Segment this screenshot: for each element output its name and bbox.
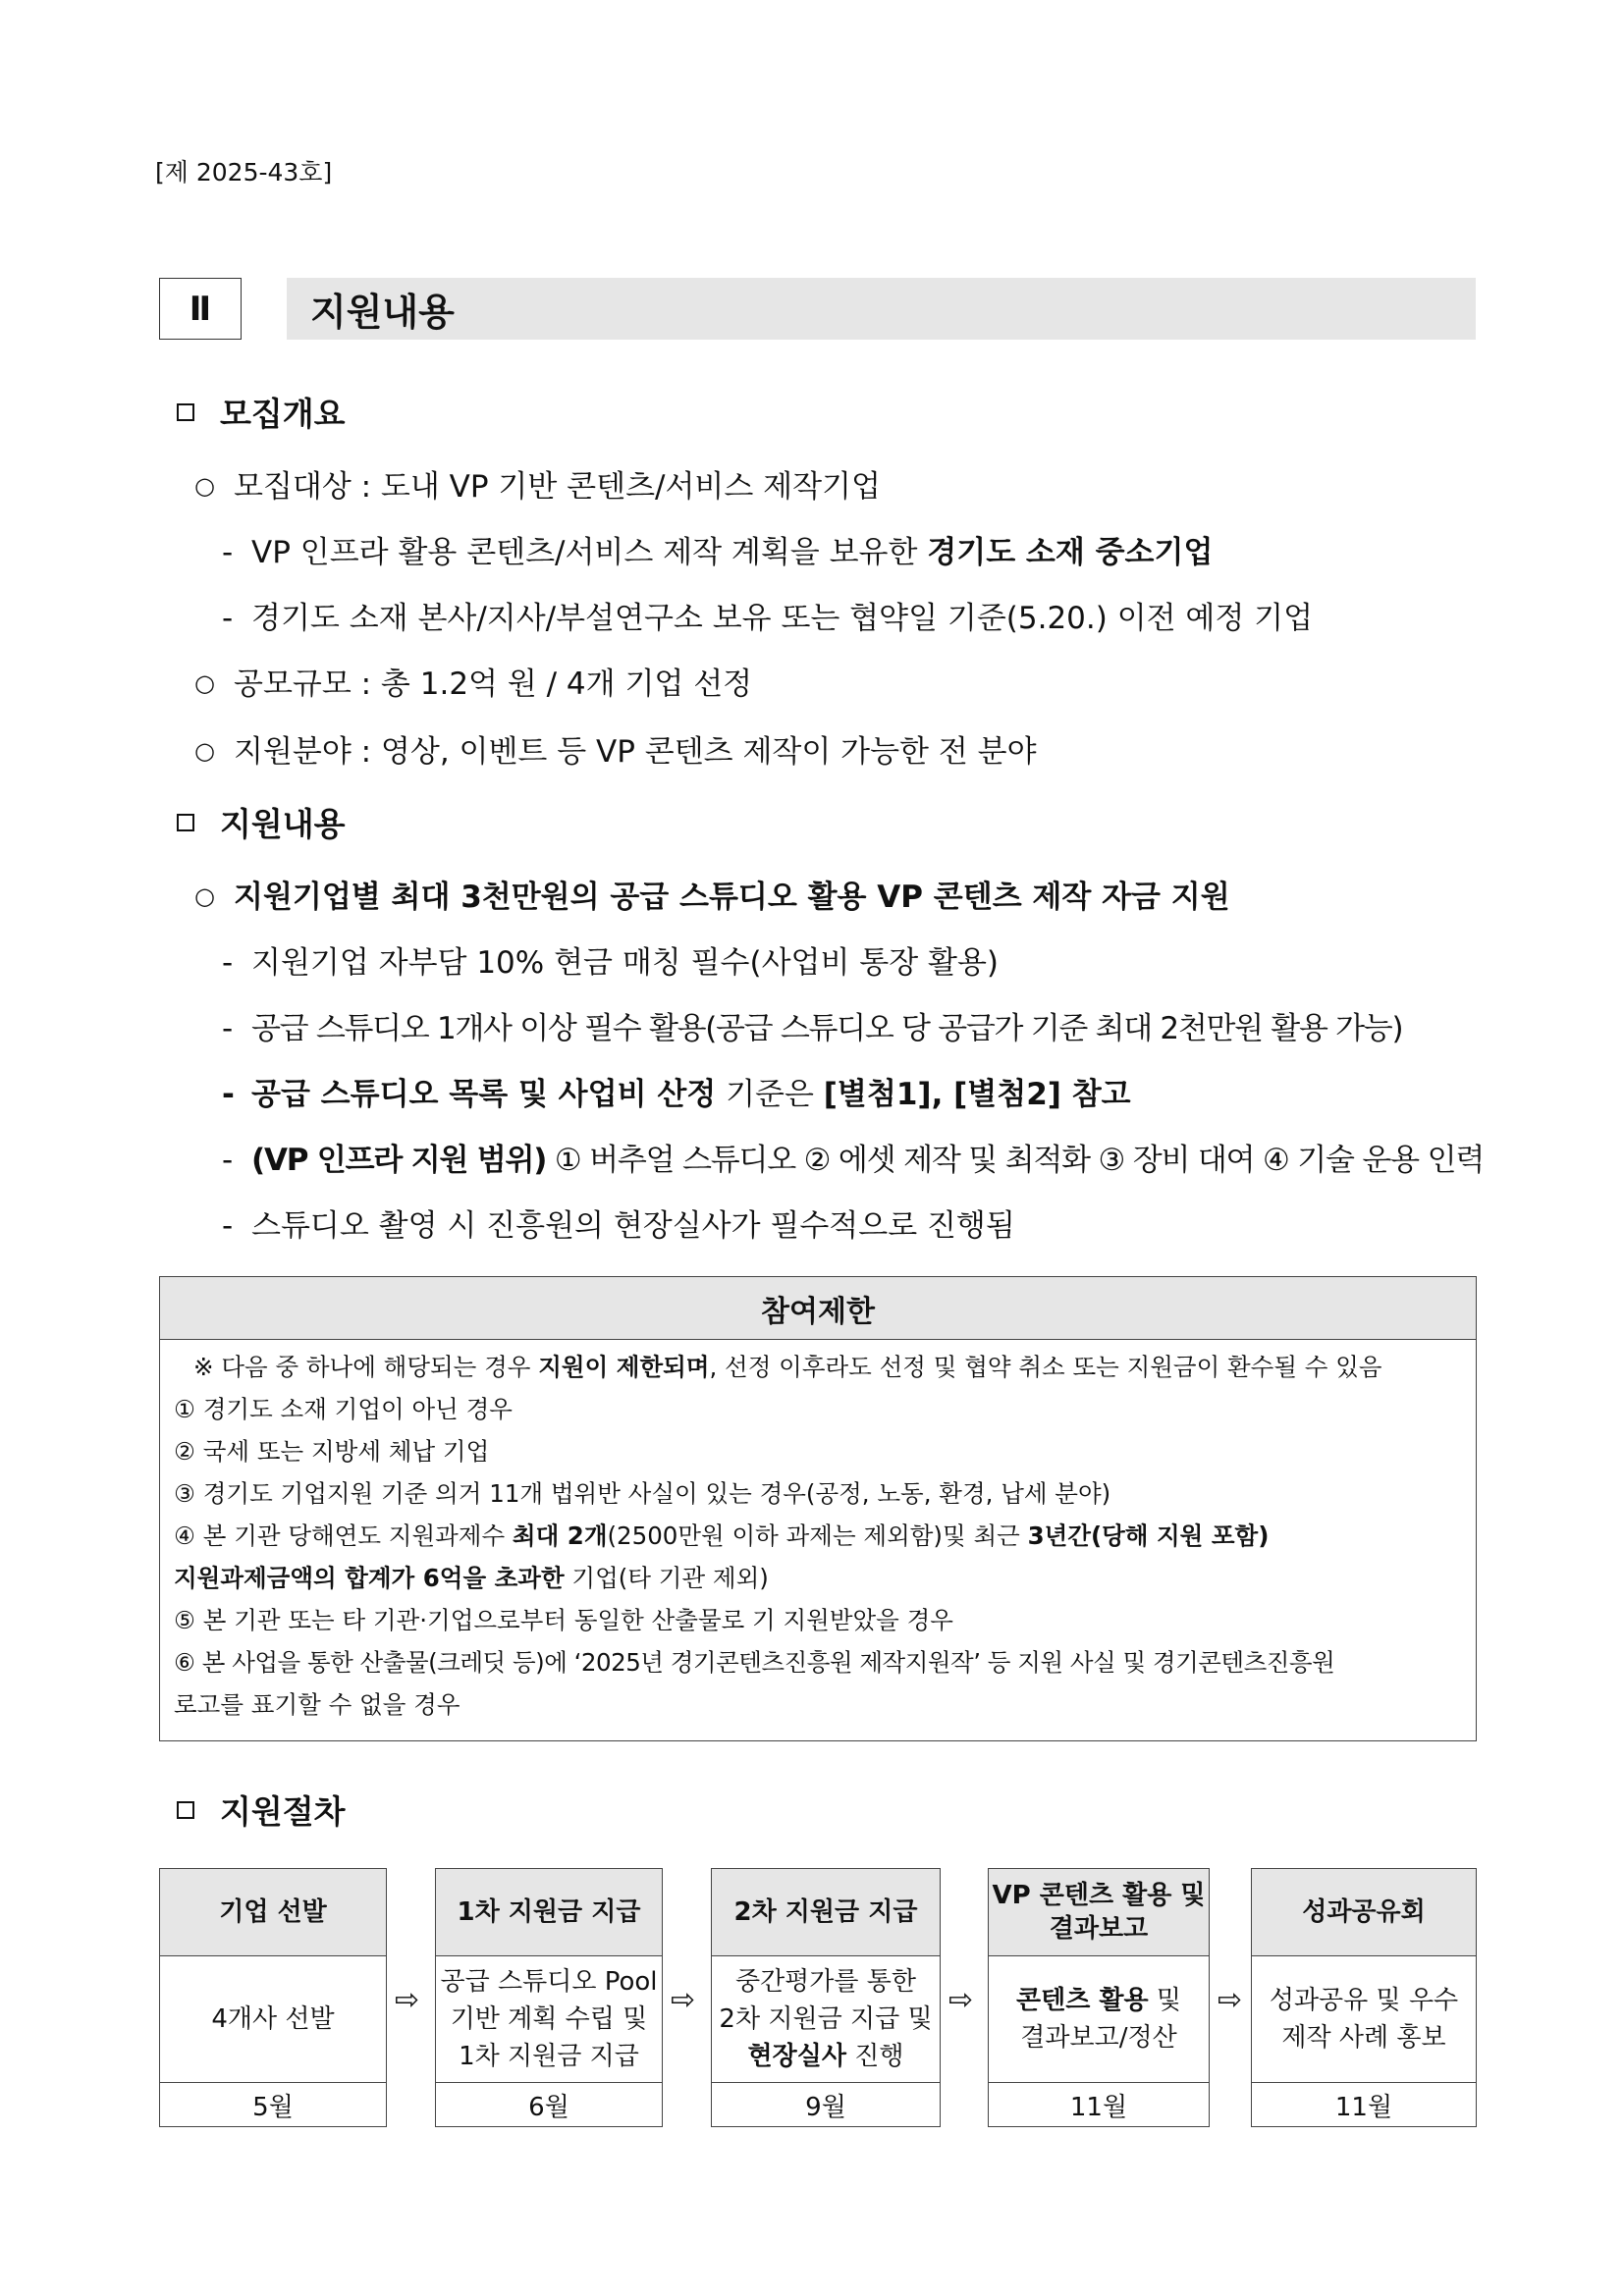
square-bullet-icon bbox=[177, 403, 194, 421]
step-head: 성과공유회 bbox=[1252, 1869, 1476, 1956]
procedure-step-5 bbox=[1251, 1868, 1477, 2127]
step-month: 11월 bbox=[1069, 2092, 1128, 2122]
restriction-table bbox=[159, 1276, 1477, 1741]
support-main: ○ 지원기업별 최대 3천만원의 공급 스튜디오 활용 VP 콘텐츠 제작 자금 지원 bbox=[194, 880, 1230, 915]
procedure-step-2 bbox=[435, 1868, 663, 2127]
procedure-step-4 bbox=[988, 1868, 1210, 2127]
support-sub3: - 공급 스튜디오 목록 및 사업비 산정 기준은 [별첨1], [별첨2] 참고 bbox=[222, 1077, 1131, 1112]
chapter-numeral: Ⅱ bbox=[159, 278, 242, 340]
section-procedure bbox=[177, 1787, 346, 1833]
step-body: 성과공유 및 우수 제작 사례 홍보 bbox=[1252, 1956, 1476, 2083]
arrow-right-icon: ⇨ bbox=[671, 1983, 696, 2017]
support-sub2: - 공급 스튜디오 1개사 이상 필수 활용(공급 스튜디오 당 공급가 기준 최대 2천만원 활용 가능) bbox=[222, 1011, 1403, 1046]
circle-bullet-icon: ○ bbox=[194, 472, 215, 500]
section-recruitment bbox=[177, 389, 346, 435]
procedure-step-3 bbox=[711, 1868, 941, 2127]
step-head: VP 콘텐츠 활용 및 결과보고 bbox=[989, 1869, 1209, 1956]
recruit-target-sub2: - 경기도 소재 본사/지사/부설연구소 보유 또는 협약일 기준(5.20.) 이전 예정 기업 bbox=[222, 601, 1314, 636]
circle-bullet-icon: ○ bbox=[194, 669, 215, 697]
step-month: 11월 bbox=[1334, 2092, 1393, 2122]
recruit-target-sub1: - VP 인프라 활용 콘텐츠/서비스 제작 계획을 보유한 경기도 소재 중소기업 bbox=[222, 535, 1214, 570]
procedure-step-1 bbox=[159, 1868, 387, 2127]
restriction-body bbox=[160, 1340, 1476, 1726]
support-sub5: - 스튜디오 촬영 시 진흥원의 현장실사가 필수적으로 진행됨 bbox=[222, 1208, 1015, 1244]
section-title: 지원내용 bbox=[220, 805, 346, 843]
step-body: 4개사 선발 bbox=[160, 1956, 386, 2083]
circle-bullet-icon: ○ bbox=[194, 882, 215, 910]
restriction-item-4-cont: 지원과제금액의 합계가 6억을 초과한 기업(타 기관 제외) bbox=[174, 1564, 769, 1592]
step-month: 5월 bbox=[252, 2092, 294, 2122]
section-support bbox=[177, 799, 346, 845]
recruit-field: ○ 지원분야 : 영상, 이벤트 등 VP 콘텐츠 제작이 가능한 전 분야 bbox=[194, 734, 1037, 770]
restriction-item-4: ④ 본 기관 당해연도 지원과제수 최대 2개(2500만원 이하 과제는 제외함)및 최근 3년간(당해 지원 포함) bbox=[174, 1522, 1270, 1550]
arrow-right-icon: ⇨ bbox=[395, 1983, 420, 2017]
arrow-right-icon: ⇨ bbox=[1218, 1983, 1243, 2017]
restriction-item-6: ⑥ 본 사업을 통한 산출물(크레딧 등)에 ‘2025년 경기콘텐츠진흥원 제작지원작’ 등 지원 사실 및 경기콘텐츠진흥원 bbox=[174, 1648, 1335, 1677]
section-title: 모집개요 bbox=[220, 395, 346, 433]
restriction-note: ※ 다음 중 하나에 해당되는 경우 지원이 제한되며, 선정 이후라도 선정 및 협약 취소 또는 지원금이 환수될 수 있음 bbox=[193, 1353, 1382, 1381]
step-body: 중간평가를 통한 2차 지원금 지급 및 현장실사 진행 bbox=[712, 1956, 940, 2083]
restriction-item-6-cont: 로고를 표기할 수 없을 경우 bbox=[174, 1690, 460, 1719]
chapter-title: 지원내용 bbox=[287, 278, 1476, 340]
restriction-item-5: ⑤ 본 기관 또는 타 기관·기업으로부터 동일한 산출물로 기 지원받았을 경우 bbox=[174, 1606, 953, 1634]
recruit-target: ○ 모집대상 : 도내 VP 기반 콘텐츠/서비스 제작기업 bbox=[194, 469, 881, 505]
document-number: [제 2025-43호] bbox=[155, 158, 333, 187]
square-bullet-icon bbox=[177, 814, 194, 831]
circle-bullet-icon: ○ bbox=[194, 737, 215, 765]
recruit-scale: ○ 공모규모 : 총 1.2억 원 / 4개 기업 선정 bbox=[194, 667, 753, 702]
step-head: 기업 선발 bbox=[160, 1869, 386, 1956]
support-sub1: - 지원기업 자부담 10% 현금 매칭 필수(사업비 통장 활용) bbox=[222, 945, 999, 981]
step-month: 9월 bbox=[805, 2092, 846, 2122]
restriction-title: 참여제한 bbox=[160, 1277, 1476, 1340]
restriction-item-3: ③ 경기도 기업지원 기준 의거 11개 법위반 사실이 있는 경우(공정, 노동, 환경, 납세 분야) bbox=[174, 1479, 1111, 1508]
square-bullet-icon bbox=[177, 1801, 194, 1819]
arrow-right-icon: ⇨ bbox=[948, 1983, 974, 2017]
step-head: 1차 지원금 지급 bbox=[436, 1869, 662, 1956]
restriction-item-2: ② 국세 또는 지방세 체납 기업 bbox=[174, 1437, 490, 1466]
step-body: 콘텐츠 활용 및 결과보고/정산 bbox=[989, 1956, 1209, 2083]
step-head: 2차 지원금 지급 bbox=[712, 1869, 940, 1956]
step-body: 공급 스튜디오 Pool 기반 계획 수립 및 1차 지원금 지급 bbox=[436, 1956, 662, 2083]
support-sub4: - (VP 인프라 지원 범위) ① 버추얼 스튜디오 ② 에셋 제작 및 최적화 ③ 장비 대여 ④ 기술 운용 인력 bbox=[222, 1143, 1485, 1178]
restriction-item-1: ① 경기도 소재 기업이 아닌 경우 bbox=[174, 1395, 513, 1423]
step-month: 6월 bbox=[528, 2092, 569, 2122]
section-title: 지원절차 bbox=[220, 1792, 346, 1831]
